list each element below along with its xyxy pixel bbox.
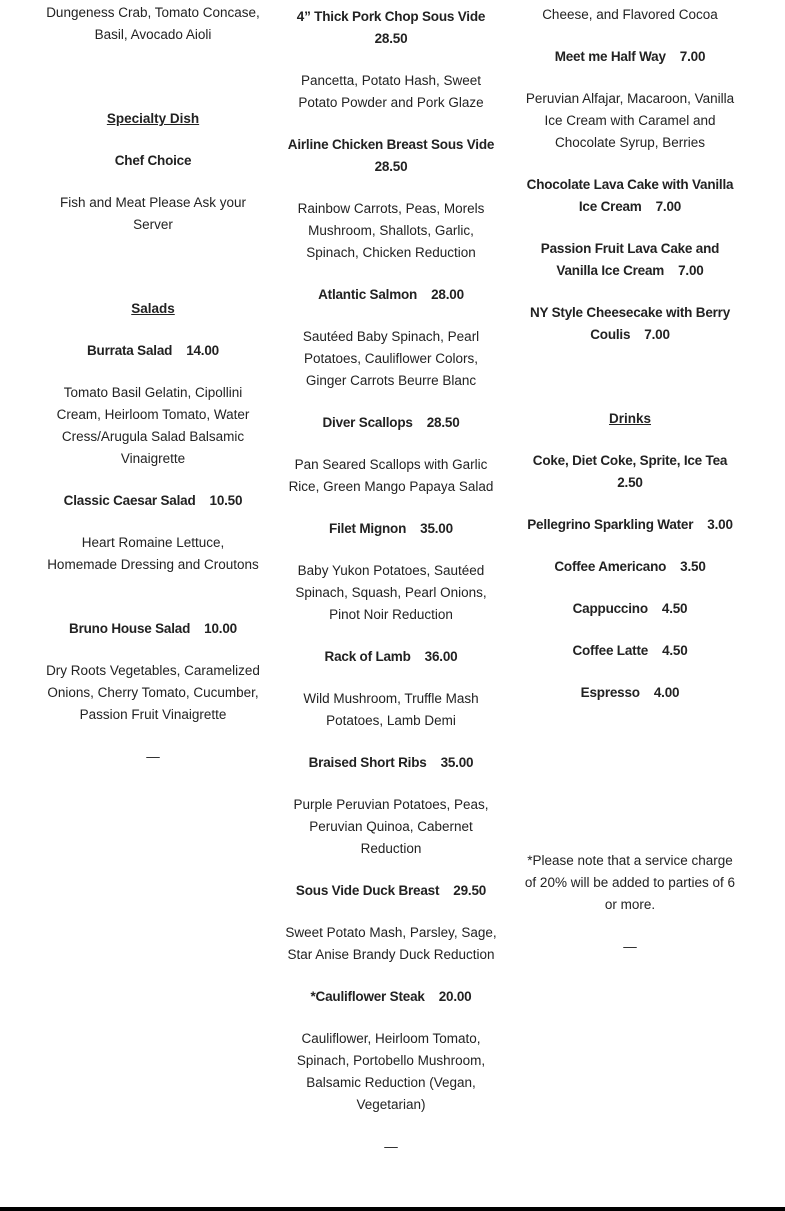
dish-price: 36.00 (424, 649, 458, 664)
dish-title (522, 46, 738, 68)
dish-title (522, 302, 738, 346)
dish-title (45, 490, 261, 512)
dish-title (284, 518, 498, 540)
dish-price: 7.00 (655, 199, 682, 214)
dish-price: 7.00 (679, 49, 706, 64)
dish-name: Braised Short Ribs (308, 755, 427, 770)
dish-price: 28.50 (374, 31, 408, 46)
dish-name: Rack of Lamb (324, 649, 411, 664)
dish-description: Sweet Potato Mash, Parsley, Sage, Star Anise Brandy Duck Reduction (285, 925, 497, 962)
drink-title (522, 682, 738, 704)
dish-description: Cheese, and Flavored Cocoa (542, 7, 718, 22)
dish-title (284, 880, 498, 902)
section-heading-specialty: Specialty Dish (106, 111, 200, 126)
dish-title: Chef Choice (114, 153, 192, 168)
section-separator: — (384, 1139, 398, 1154)
dish-name: Atlantic Salmon (318, 287, 418, 302)
dish-description: Purple Peruvian Potatoes, Peas, Peruvian Quinoa, Cabernet Reduction (293, 797, 489, 856)
dish-description: Tomato Basil Gelatin, Cipollini Cream, Heirloom Tomato, Water Cress/Arugula Salad Balsamic Vinaigrette (56, 385, 250, 466)
drink-name: Cappuccino (572, 601, 648, 616)
dish-price: 35.00 (420, 521, 453, 536)
dish-price: 14.00 (186, 343, 219, 358)
footer-divider-bar (0, 1207, 785, 1211)
dish-title (284, 6, 498, 50)
dish-title (522, 238, 738, 282)
drink-price: 3.50 (680, 559, 706, 574)
drink-name: Coffee Americano (554, 559, 667, 574)
dish-price: 7.00 (644, 327, 670, 342)
dish-name: *Cauliflower Steak (310, 989, 425, 1004)
drink-name: Coffee Latte (572, 643, 649, 658)
dish-name: Sous Vide Duck Breast (295, 883, 440, 898)
dish-description: Pan Seared Scallops with Garlic Rice, Green Mango Papaya Salad (288, 457, 494, 494)
dish-title (284, 134, 498, 178)
dish-price: 28.50 (426, 415, 460, 430)
dish-title (522, 174, 738, 218)
drink-price: 3.00 (707, 517, 733, 532)
dish-description: Sautéed Baby Spinach, Pearl Potatoes, Cauliflower Colors, Ginger Carrots Beurre Blanc (302, 329, 480, 388)
dish-price: 10.00 (204, 621, 237, 636)
drink-price: 4.00 (653, 685, 680, 700)
dish-name: Burrata Salad (87, 343, 173, 358)
drink-name: Espresso (580, 685, 640, 700)
dish-price: 28.50 (374, 159, 408, 174)
drink-price: 4.50 (661, 601, 688, 616)
dish-name: Airline Chicken Breast Sous Vide (287, 137, 495, 152)
dish-name: 4” Thick Pork Chop Sous Vide (296, 9, 486, 24)
dish-title (284, 646, 498, 668)
dish-name: Classic Caesar Salad (63, 493, 196, 508)
dish-price: 20.00 (438, 989, 472, 1004)
drink-title (522, 514, 738, 536)
dish-name: Chocolate Lava Cake with Vanilla Ice Cream (526, 177, 734, 214)
dish-name: Diver Scallops (322, 415, 413, 430)
dish-name: Filet Mignon (329, 521, 407, 536)
dish-title (284, 752, 498, 774)
dish-title (45, 618, 261, 640)
drink-name: Coke, Diet Coke, Sprite, Ice Tea (532, 453, 728, 468)
dish-description: Baby Yukon Potatoes, Sautéed Spinach, Squash, Pearl Onions, Pinot Noir Reduction (295, 563, 487, 622)
dish-price: 35.00 (440, 755, 474, 770)
dish-name: Passion Fruit Lava Cake and Vanilla Ice Cream (540, 241, 720, 278)
dish-description: Peruvian Alfajar, Macaroon, Vanilla Ice Cream with Caramel and Chocolate Syrup, Berries (525, 91, 735, 150)
section-separator: — (146, 749, 160, 764)
drink-name: Pellegrino Sparkling Water (527, 517, 694, 532)
dish-title (284, 284, 498, 306)
dish-description: Fish and Meat Please Ask your Server (59, 195, 247, 232)
dish-description: Wild Mushroom, Truffle Mash Potatoes, Lamb Demi (303, 691, 479, 728)
section-heading-salads: Salads (131, 301, 175, 316)
drink-title (522, 598, 738, 620)
drink-price: 4.50 (662, 643, 688, 658)
section-heading-drinks: Drinks (608, 411, 652, 426)
dish-title (45, 340, 261, 362)
dish-name: Meet me Half Way (554, 49, 666, 64)
section-separator: — (623, 939, 637, 954)
dish-description: Heart Romaine Lettuce, Homemade Dressing and Croutons (47, 535, 259, 572)
dish-price: 7.00 (678, 263, 704, 278)
dish-price: 29.50 (453, 883, 487, 898)
dish-description: Rainbow Carrots, Peas, Morels Mushroom, Shallots, Garlic, Spinach, Chicken Reduction (297, 201, 485, 260)
dish-description: Dry Roots Vegetables, Caramelized Onions, Cherry Tomato, Cucumber, Passion Fruit Vinaigrette (46, 663, 260, 722)
dish-name: Bruno House Salad (69, 621, 191, 636)
service-charge-note: *Please note that a service charge of 20% will be added to parties of 6 or more. (524, 853, 736, 912)
drink-price: 2.50 (617, 475, 643, 490)
drink-title (522, 450, 738, 494)
dish-name: NY Style Cheesecake with Berry Coulis (529, 305, 731, 342)
dish-price: 10.50 (209, 493, 243, 508)
drink-title (522, 556, 738, 578)
drink-title (522, 640, 738, 662)
dish-title (284, 986, 498, 1008)
dish-description: Cauliflower, Heirloom Tomato, Spinach, Portobello Mushroom, Balsamic Reduction (Vegan, Vegetarian) (296, 1031, 486, 1112)
dish-price: 28.00 (431, 287, 464, 302)
dish-title (284, 412, 498, 434)
dish-description: Dungeness Crab, Tomato Concase, Basil, Avocado Aioli (46, 5, 260, 42)
dish-description: Pancetta, Potato Hash, Sweet Potato Powder and Pork Glaze (298, 73, 484, 110)
